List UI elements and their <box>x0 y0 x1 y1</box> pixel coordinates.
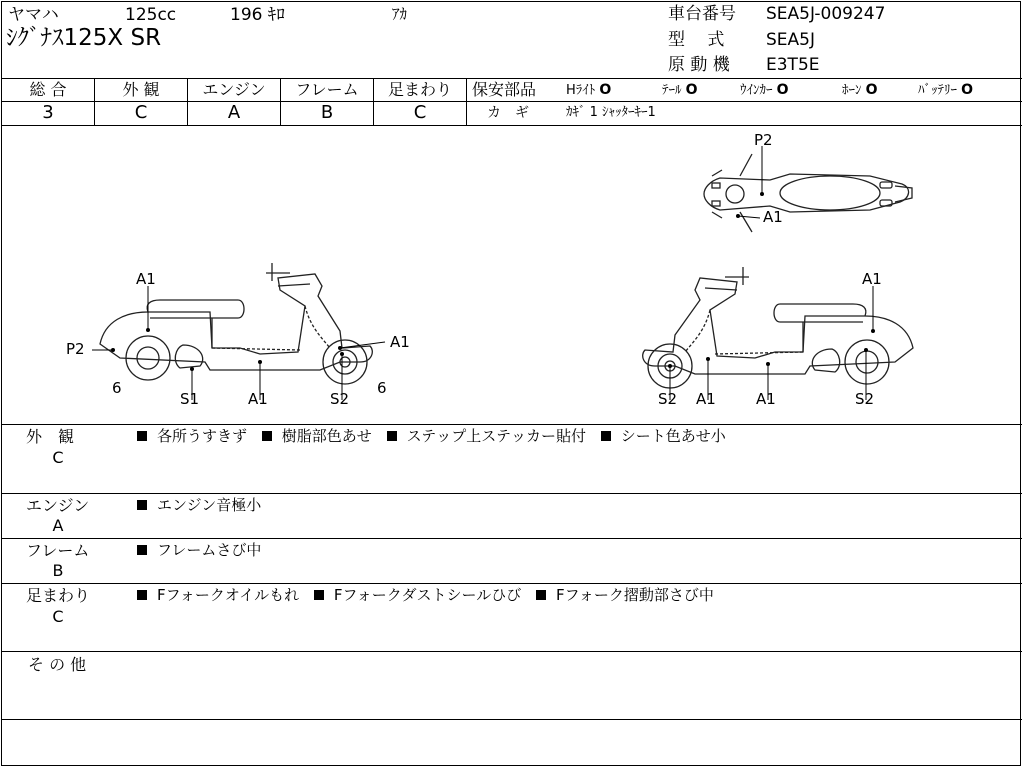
engine-value: E3T5E <box>766 55 820 75</box>
section-label-frame: フレーム <box>26 541 90 560</box>
mark-left-p2: P2 <box>66 340 85 358</box>
section-notes-frame <box>137 543 261 558</box>
section-divider <box>2 538 1022 539</box>
model-name: ｼｸﾞﾅｽ125X SR <box>6 25 162 51</box>
grade-header-exterior: 外 観 <box>122 80 160 99</box>
section-notes-engine <box>137 498 261 513</box>
safety-item-battery <box>918 83 973 97</box>
mark-left-s1: S1 <box>180 390 200 408</box>
safety-item-mark: O <box>865 82 878 98</box>
safety-item-name: ﾃｰﾙ <box>662 83 682 98</box>
note: エンジン音極小 <box>157 496 262 514</box>
safety-item-mark: O <box>685 82 698 98</box>
bullet-square-icon <box>601 431 611 441</box>
bullet-square-icon <box>137 500 147 510</box>
bullet-square-icon <box>536 590 546 600</box>
note: ステップ上ステッカー貼付 <box>406 427 586 445</box>
mark-left-a1-front: A1 <box>390 333 410 351</box>
note: 樹脂部色あせ <box>281 427 372 445</box>
mark-left-s2: S2 <box>330 390 350 408</box>
frame-number-value: SEA5J-009247 <box>766 4 886 24</box>
bullet-square-icon <box>314 590 324 600</box>
bullet-square-icon <box>387 431 397 441</box>
section-grade-exterior: C <box>52 448 64 467</box>
type-label: 型 式 <box>668 30 725 50</box>
safety-item-mark: O <box>776 82 789 98</box>
safety-item-tail <box>662 83 698 97</box>
section-divider <box>2 493 1022 494</box>
frame-number-label: 車台番号 <box>668 4 736 24</box>
type-value: SEA5J <box>766 30 815 50</box>
key-value: ｶｷﾞ 1 ｼｬｯﾀｰｷｰ1 <box>566 105 656 120</box>
grade-table-mid <box>2 101 1022 102</box>
grade-value-engine: A <box>227 102 241 123</box>
note: 各所うすきず <box>157 427 248 445</box>
safety-item-mark: O <box>599 82 612 98</box>
maker: ヤマハ <box>8 5 59 25</box>
bullet-square-icon <box>262 431 272 441</box>
mark-top-a1: A1 <box>763 208 783 226</box>
grade-value-suspension: C <box>413 102 427 123</box>
section-notes-exterior <box>137 429 726 444</box>
section-divider <box>2 583 1022 584</box>
grade-header-frame: フレーム <box>295 80 359 99</box>
grade-header-overall: 総 合 <box>29 80 67 99</box>
safety-label: 保安部品 <box>472 80 537 99</box>
grade-header-engine: エンジン <box>202 80 266 99</box>
mark-right-s2-front: S2 <box>658 390 678 408</box>
section-divider <box>2 719 1022 720</box>
safety-item-mark: O <box>961 82 974 98</box>
mark-top-p2: P2 <box>754 131 773 149</box>
note: フレームさび中 <box>157 541 262 559</box>
mark-right-a1-mid: A1 <box>696 390 716 408</box>
section-notes-suspension <box>137 588 714 603</box>
safety-item-headlight <box>566 83 611 97</box>
grade-value-frame: B <box>320 102 334 123</box>
bullet-square-icon <box>137 590 147 600</box>
section-label-exterior: 外 観 <box>26 427 75 446</box>
note: Fフォークオイルもれ <box>157 586 300 604</box>
scooter-top-view <box>704 154 912 232</box>
section-grade-engine: A <box>52 516 64 535</box>
section-divider <box>2 651 1022 652</box>
grade-header-suspension: 足まわり <box>387 80 452 99</box>
section-label-engine: エンジン <box>26 496 90 515</box>
section-grade-frame: B <box>52 561 64 580</box>
displacement: 125cc <box>125 5 177 25</box>
safety-item-name: ｳｲﾝｶｰ <box>740 83 773 98</box>
engine-label: 原 動 機 <box>668 55 730 75</box>
safety-item-name: ﾊﾞｯﾃﾘｰ <box>918 83 957 98</box>
bullet-square-icon <box>137 431 147 441</box>
note: Fフォークダストシールひび <box>333 586 522 604</box>
key-label: カ ギ <box>487 105 529 121</box>
safety-item-winker <box>740 83 789 97</box>
note: シート色あせ小 <box>620 427 726 445</box>
mileage: 196 ｷﾛ <box>230 5 285 25</box>
mark-left-six-rear: 6 <box>112 379 122 397</box>
mark-left-a1-floor: A1 <box>248 390 268 408</box>
grade-value-exterior: C <box>134 102 148 123</box>
section-label-suspension: 足まわり <box>26 586 91 605</box>
safety-item-horn <box>842 83 878 97</box>
mark-left-a1-seat: A1 <box>136 270 156 288</box>
note: Fフォーク摺動部さび中 <box>555 586 714 604</box>
section-label-other: そ の 他 <box>28 655 87 674</box>
grade-table-top <box>2 78 1022 79</box>
safety-item-name: ﾎｰﾝ <box>842 83 862 98</box>
mark-left-six-front: 6 <box>377 379 387 397</box>
section-divider <box>2 424 1022 425</box>
mark-right-a1-seat: A1 <box>862 270 882 288</box>
bullet-square-icon <box>137 545 147 555</box>
grade-value-overall: 3 <box>42 102 54 123</box>
safety-item-name: Hﾗｲﾄ <box>566 83 596 98</box>
color: ｱｶ <box>392 5 408 23</box>
section-grade-suspension: C <box>52 607 64 626</box>
mark-right-a1-floor: A1 <box>756 390 776 408</box>
grade-divider <box>466 78 467 125</box>
mark-right-s2-rear: S2 <box>855 390 875 408</box>
